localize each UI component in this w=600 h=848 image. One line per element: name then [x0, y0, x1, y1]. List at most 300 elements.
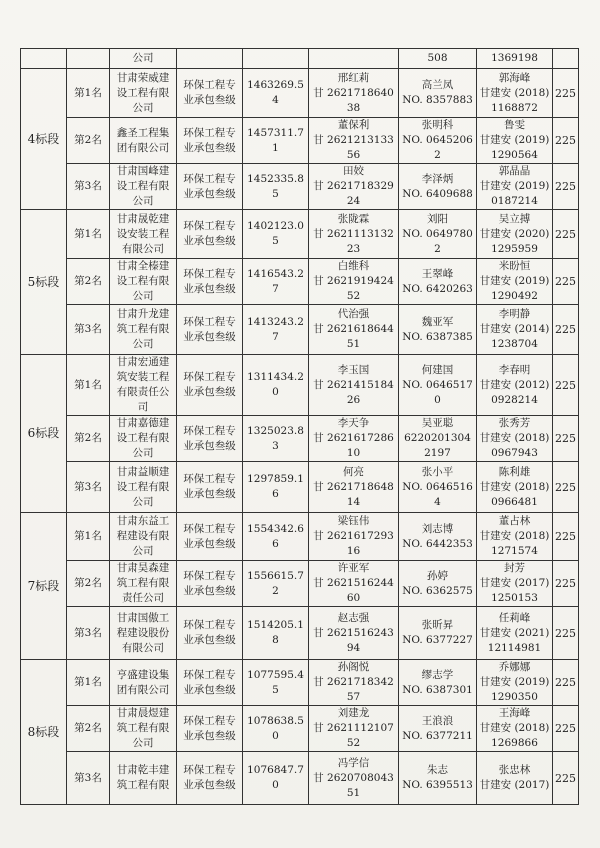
tech-lead-cell-text: NO. 06465164 [402, 480, 473, 508]
qualification-cell [177, 164, 243, 210]
amount-cell-text: 1413243.27 [247, 315, 304, 343]
amount-cell-text: 1076847.70 [247, 764, 304, 791]
tech-lead-cell-text: 何建国 [421, 363, 454, 376]
qualification-cell-text: 环保工程专业承包叁级 [183, 473, 236, 500]
manager-cell [309, 416, 399, 462]
builder-cell-text: 李明静 [498, 308, 531, 320]
manager-cell-text: 甘 262121313356 [313, 134, 394, 161]
tech-lead-cell-text: 李泽炳 [421, 172, 454, 185]
amount-cell [243, 607, 309, 660]
qualification-cell-text: 环保工程专业承包叁级 [183, 267, 236, 295]
score-cell [553, 561, 579, 607]
manager-cell-text: 甘 262151624460 [313, 577, 394, 604]
score-cell-text: 225 [555, 530, 576, 543]
rank-cell [67, 164, 110, 210]
tech-lead-cell [399, 416, 477, 462]
amount-cell-text: 1452335.85 [247, 172, 304, 200]
company-cell-text: 甘肃荣威建设工程有限公司 [116, 71, 170, 114]
tech-lead-cell-text: 孙婷 [427, 569, 448, 582]
rank-cell-text: 第1名 [74, 530, 102, 542]
rank-cell [67, 561, 110, 607]
amount-cell-text: 1463269.54 [247, 79, 304, 106]
manager-cell-text: 甘 262161729316 [313, 530, 394, 557]
score-cell-text: 225 [555, 432, 576, 445]
manager-cell [309, 49, 399, 69]
amount-cell [243, 752, 309, 805]
tech-lead-cell-text: 朱志 [427, 764, 448, 776]
qualification-cell [177, 49, 243, 69]
builder-cell [477, 118, 553, 164]
tech-lead-cell-text: 张小平 [421, 465, 454, 478]
manager-cell [309, 752, 399, 805]
tech-lead-cell-text: NO. 6377227 [402, 634, 473, 646]
rank-cell-text: 第2名 [74, 577, 102, 589]
amount-cell-text: 1297859.16 [247, 473, 304, 500]
company-cell [110, 118, 177, 164]
qualification-cell [177, 660, 243, 706]
score-cell-text: 225 [555, 771, 576, 785]
manager-cell-text: 田姣 [343, 165, 364, 177]
tech-lead-cell-text: NO. 6442353 [402, 537, 473, 550]
company-cell-text: 甘肃乾丰建筑工程有限 [116, 764, 170, 791]
builder-cell-text: 张秀芳 [498, 417, 531, 429]
builder-cell [477, 210, 553, 259]
amount-cell-text: 1416543.27 [247, 267, 304, 295]
tech-lead-cell [399, 513, 477, 561]
qualification-cell [177, 305, 243, 355]
score-cell-text: 225 [555, 676, 576, 689]
manager-cell [309, 513, 399, 561]
tech-lead-cell [399, 355, 477, 416]
qualification-cell [177, 513, 243, 561]
score-cell [553, 462, 579, 513]
builder-cell-text: 甘建安 (2018) 1271574 [479, 530, 550, 557]
tech-lead-cell-text: NO. 6387301 [402, 683, 473, 696]
rank-cell-text: 第3名 [74, 626, 102, 639]
tech-lead-cell-text: 缪志学 [421, 668, 454, 681]
company-cell-text: 亨盛建设集团有限公司 [116, 668, 170, 696]
qualification-cell-text: 环保工程专业承包叁级 [183, 424, 236, 452]
tech-lead-cell [399, 561, 477, 607]
tech-lead-cell-text: NO. 6387385 [402, 330, 473, 343]
company-cell-text: 甘肃国傲工程建设股份有限公司 [116, 611, 170, 654]
company-cell-text: 甘肃东益工程建设有限公司 [116, 515, 170, 557]
manager-cell-text: 甘 262141518426 [313, 378, 394, 406]
builder-cell-text: 甘建安 (2018) 1168872 [479, 86, 550, 114]
company-cell [110, 607, 177, 660]
score-cell-text: 225 [555, 134, 576, 147]
manager-cell-text: 甘 262111313223 [313, 227, 394, 255]
builder-cell [477, 164, 553, 210]
qualification-cell [177, 355, 243, 416]
rank-cell-text: 第2名 [74, 275, 102, 287]
company-cell [110, 706, 177, 752]
rank-cell-text: 第3名 [74, 323, 102, 335]
manager-cell-text: 张陇霖 [337, 212, 370, 225]
score-cell [553, 164, 579, 210]
qualification-cell-text: 环保工程专业承包叁级 [183, 569, 236, 597]
qualification-cell-text: 环保工程专业承包叁级 [183, 668, 236, 696]
tech-lead-cell-text: 魏亚军 [421, 315, 454, 328]
score-cell [553, 607, 579, 660]
segment-cell [21, 49, 67, 69]
builder-cell-text: 甘建安 (2019) 0187214 [479, 180, 550, 207]
rank-cell [67, 49, 110, 69]
qualification-cell-text: 环保工程专业承包叁级 [183, 79, 236, 106]
bid-row [21, 706, 579, 752]
manager-cell [309, 561, 399, 607]
qualification-cell-text: 环保工程专业承包叁级 [183, 764, 236, 791]
builder-cell: 1369198 [477, 49, 553, 69]
manager-cell-text: 孙阁悦 [337, 661, 370, 673]
builder-cell [477, 305, 553, 355]
amount-cell [243, 118, 309, 164]
segment-cell [21, 210, 67, 355]
rank-cell [67, 706, 110, 752]
builder-cell-text: 甘建安 (2019) 1290564 [479, 134, 550, 161]
amount-cell-text: 1554342.66 [247, 522, 304, 550]
rank-cell-text: 第2名 [74, 432, 102, 444]
tech-lead-cell-text: 刘阳 [427, 212, 448, 225]
rank-cell-text: 第1名 [74, 378, 102, 391]
tech-lead-cell [399, 305, 477, 355]
builder-cell-text: 甘建安 (2019) 1290350 [479, 676, 550, 703]
tech-lead-cell-text: NO. 6409688 [402, 187, 473, 200]
company-cell [110, 416, 177, 462]
amount-cell [243, 69, 309, 118]
bid-row [21, 69, 579, 118]
amount-cell [243, 164, 309, 210]
rank-cell [67, 210, 110, 259]
tech-lead-cell [399, 462, 477, 513]
builder-cell-text: 吴立搏 [498, 212, 531, 225]
tech-lead-cell [399, 752, 477, 805]
qualification-cell-text: 环保工程专业承包叁级 [183, 315, 236, 343]
score-cell [553, 49, 579, 69]
amount-cell [243, 416, 309, 462]
manager-cell-text: 梁钰伟 [337, 515, 370, 527]
amount-cell-text: 1514205.18 [247, 619, 304, 646]
bid-row [21, 416, 579, 462]
builder-cell-text: 甘建安 (2018) 0967943 [479, 432, 550, 459]
manager-cell-text: 赵志强 [337, 611, 370, 624]
tech-lead-cell-text: 王翠峰 [421, 267, 454, 280]
manager-cell-text: 甘 262151624394 [313, 626, 394, 654]
segment-cell [21, 355, 67, 513]
manager-cell-text: 甘 262191942452 [313, 275, 394, 302]
amount-cell [243, 706, 309, 752]
company-cell-text: 甘肃昊森建筑工程有限责任公司 [116, 562, 170, 604]
manager-cell-text: 何亮 [343, 465, 364, 478]
manager-cell [309, 118, 399, 164]
builder-cell-text: 米盼恒 [498, 260, 531, 272]
amount-cell-text: 1311434.20 [247, 371, 304, 398]
tech-lead-cell [399, 660, 477, 706]
score-cell [553, 118, 579, 164]
score-cell [553, 69, 579, 118]
manager-cell [309, 305, 399, 355]
amount-cell [243, 355, 309, 416]
company-cell-text: 甘肃国峰建设工程有限公司 [116, 165, 170, 207]
builder-cell [477, 416, 553, 462]
manager-cell-text: 甘 262171864814 [313, 480, 394, 508]
tech-lead-cell-text: NO. 6377211 [402, 729, 473, 742]
manager-cell [309, 210, 399, 259]
bid-row [21, 752, 579, 805]
rank-cell-text: 第1名 [74, 676, 102, 688]
manager-cell-text: 代治强 [337, 308, 370, 320]
tech-lead-cell [399, 607, 477, 660]
bid-row [21, 561, 579, 607]
builder-cell-text: 封芳 [504, 562, 525, 574]
tech-lead-cell-text: 刘志博 [421, 522, 454, 535]
amount-cell-text: 1077595.45 [247, 668, 304, 696]
tech-lead-cell-text: NO. 6395513 [402, 779, 473, 791]
manager-cell [309, 660, 399, 706]
amount-cell-text: 1402123.05 [247, 220, 304, 247]
amount-cell-text: 1457311.71 [247, 126, 304, 154]
manager-cell [309, 706, 399, 752]
qualification-cell [177, 561, 243, 607]
score-cell-text: 225 [555, 227, 576, 241]
company-cell-text: 甘肃升龙建筑工程有限公司 [116, 308, 170, 350]
tech-lead-cell-text: 张昕昇 [421, 619, 454, 631]
rank-cell [67, 118, 110, 164]
tech-lead-cell-text: 62202013042197 [404, 432, 471, 459]
manager-cell [309, 462, 399, 513]
manager-cell-text: 邢红莉 [337, 71, 370, 84]
segment-cell-text: 4标段 [27, 131, 60, 146]
company-cell [110, 69, 177, 118]
manager-cell-text: 刘建龙 [337, 707, 370, 719]
company-cell [110, 513, 177, 561]
segment-cell-text: 5标段 [27, 274, 60, 289]
builder-cell [477, 69, 553, 118]
bid-row [21, 118, 579, 164]
company-cell: 公司 [110, 49, 177, 69]
builder-cell-text: 郭晶晶 [498, 165, 531, 177]
score-cell [553, 513, 579, 561]
builder-cell-text: 陈利雄 [498, 465, 531, 478]
tech-lead-cell-text: 张明科 [421, 119, 454, 131]
rank-cell [67, 752, 110, 805]
manager-cell-text: 冯学信 [337, 756, 370, 769]
bid-row [21, 305, 579, 355]
score-cell [553, 305, 579, 355]
bid-row [21, 259, 579, 305]
manager-cell-text: 许亚军 [337, 562, 370, 574]
rank-cell [67, 355, 110, 416]
qualification-cell-text: 环保工程专业承包叁级 [183, 126, 236, 154]
bid-row [21, 210, 579, 259]
score-cell-text: 225 [555, 480, 576, 494]
score-cell [553, 660, 579, 706]
builder-cell [477, 752, 553, 805]
builder-cell-text: 王海峰 [498, 707, 531, 719]
segment-cell-text: 8标段 [27, 724, 60, 739]
manager-cell-text: 甘 262171834257 [313, 676, 394, 703]
rank-cell-text: 第1名 [74, 86, 102, 99]
builder-cell-text: 李春明 [498, 363, 531, 376]
score-cell [553, 752, 579, 805]
builder-cell [477, 259, 553, 305]
manager-cell-text: 董保利 [337, 119, 370, 131]
qualification-cell [177, 416, 243, 462]
amount-cell-text: 1556615.72 [247, 569, 304, 597]
builder-cell-text: 甘建安 (2012) 0928214 [479, 378, 550, 406]
rank-cell-text: 第3名 [74, 480, 102, 493]
rank-cell-text: 第3名 [74, 771, 102, 784]
bid-row [21, 462, 579, 513]
builder-cell-text: 乔娜娜 [498, 661, 531, 673]
amount-cell [243, 513, 309, 561]
manager-cell-text: 甘 262111210752 [313, 722, 394, 749]
tech-lead-cell-text: NO. 06465170 [402, 378, 473, 406]
qualification-cell [177, 210, 243, 259]
qualification-cell [177, 607, 243, 660]
qualification-cell-text: 环保工程专业承包叁级 [183, 172, 236, 200]
builder-cell [477, 513, 553, 561]
segment-cell-text: 6标段 [27, 426, 60, 440]
company-cell [110, 660, 177, 706]
qualification-cell [177, 259, 243, 305]
tech-lead-cell-text: 王浪浪 [421, 714, 454, 727]
company-cell [110, 164, 177, 210]
tech-lead-cell [399, 210, 477, 259]
rank-cell [67, 513, 110, 561]
bid-row [21, 660, 579, 706]
qualification-cell [177, 69, 243, 118]
score-cell [553, 355, 579, 416]
company-cell-text: 甘肃晟乾建设安装工程有限公司 [116, 212, 170, 255]
manager-cell [309, 355, 399, 416]
qualification-cell [177, 706, 243, 752]
rank-cell [67, 416, 110, 462]
builder-cell [477, 561, 553, 607]
builder-cell-text: 甘建安 (2017) [479, 779, 550, 791]
builder-cell-text: 甘建安 (2019) 1290492 [479, 275, 550, 302]
manager-cell-text: 甘 262070804351 [313, 771, 394, 799]
company-cell [110, 210, 177, 259]
tech-lead-cell-text: NO. 6420263 [402, 282, 473, 295]
company-cell-text: 甘肃嘉德建设工程有限公司 [116, 417, 170, 459]
bid-row [21, 164, 579, 210]
manager-cell-text: 李天争 [337, 417, 370, 429]
rank-cell-text: 第3名 [74, 180, 102, 192]
builder-cell-text: 甘建安 (2020) 1295959 [479, 227, 550, 255]
segment-cell [21, 660, 67, 805]
manager-cell [309, 607, 399, 660]
qualification-cell-text: 环保工程专业承包叁级 [183, 714, 236, 742]
builder-cell-text: 董占林 [498, 515, 531, 527]
company-cell [110, 259, 177, 305]
tech-lead-cell-text: NO. 06452062 [402, 134, 473, 161]
rank-cell-text: 第2名 [74, 134, 102, 146]
amount-cell [243, 49, 309, 69]
tech-lead-cell: 508 [399, 49, 477, 69]
qualification-cell [177, 462, 243, 513]
manager-cell [309, 259, 399, 305]
company-cell [110, 561, 177, 607]
score-cell-text: 225 [555, 722, 576, 735]
bid-row [21, 607, 579, 660]
score-cell-text: 225 [555, 577, 576, 590]
qualification-cell-text: 环保工程专业承包叁级 [183, 371, 236, 398]
builder-cell-text: 甘建安 (2017) 1250153 [479, 577, 550, 604]
amount-cell [243, 305, 309, 355]
score-cell [553, 706, 579, 752]
builder-cell-text: 甘建安 (2018) 1269866 [479, 722, 550, 749]
tech-lead-cell [399, 69, 477, 118]
company-cell [110, 752, 177, 805]
rank-cell [67, 259, 110, 305]
amount-cell [243, 210, 309, 259]
builder-cell [477, 660, 553, 706]
segment-cell-text: 7标段 [27, 578, 60, 593]
score-cell-text: 225 [555, 180, 576, 193]
builder-cell [477, 462, 553, 513]
manager-cell-text: 甘 262161728610 [313, 432, 394, 459]
amount-cell [243, 462, 309, 513]
score-cell-text: 225 [555, 378, 576, 392]
builder-cell [477, 607, 553, 660]
tech-lead-cell [399, 706, 477, 752]
amount-cell [243, 561, 309, 607]
company-cell-text: 甘肃全榛建设工程有限公司 [116, 260, 170, 302]
manager-cell-text: 甘 262161864451 [313, 323, 394, 350]
company-cell-text: 甘肃益顺建设工程有限公司 [116, 465, 170, 508]
tech-lead-cell [399, 259, 477, 305]
qualification-cell-text: 环保工程专业承包叁级 [183, 619, 236, 646]
manager-cell [309, 69, 399, 118]
builder-cell-text: 鲁雯 [504, 119, 525, 131]
manager-cell-text: 甘 262171864038 [313, 86, 394, 114]
tech-lead-cell-text: 高兰凤 [421, 79, 454, 91]
builder-cell-text: 甘建安 (2014) 1238704 [479, 323, 550, 350]
tech-lead-cell-text: NO. 8357883 [402, 94, 473, 106]
builder-cell-text: 甘建安 (2018) 0966481 [479, 480, 550, 508]
rank-cell [67, 69, 110, 118]
tech-lead-cell-text: NO. 06497802 [402, 227, 473, 255]
score-cell [553, 259, 579, 305]
segment-cell [21, 513, 67, 660]
rank-cell-text: 第1名 [74, 227, 102, 240]
qualification-cell [177, 752, 243, 805]
tech-lead-cell-text: 吴亚聪 [421, 417, 454, 429]
tech-lead-cell [399, 118, 477, 164]
company-cell [110, 355, 177, 416]
manager-cell-text: 甘 262171832924 [313, 180, 394, 207]
score-cell-text: 225 [555, 275, 576, 288]
rank-cell [67, 660, 110, 706]
rank-cell [67, 607, 110, 660]
bid-results-table [20, 48, 579, 805]
company-cell [110, 462, 177, 513]
builder-cell-text: 甘建安 (2021) 12114981 [479, 626, 550, 654]
qualification-cell [177, 118, 243, 164]
tech-lead-cell [399, 164, 477, 210]
score-cell [553, 210, 579, 259]
company-cell-text: 甘肃宏通建筑安装工程有限责任公司 [116, 356, 170, 413]
segment-cell [21, 69, 67, 210]
builder-cell-text: 任莉峰 [498, 611, 531, 624]
builder-cell-text: 郭海峰 [498, 71, 531, 84]
rank-cell [67, 462, 110, 513]
qualification-cell-text: 环保工程专业承包叁级 [183, 522, 236, 550]
company-cell [110, 305, 177, 355]
rank-cell [67, 305, 110, 355]
manager-cell-text: 白维科 [337, 260, 370, 272]
